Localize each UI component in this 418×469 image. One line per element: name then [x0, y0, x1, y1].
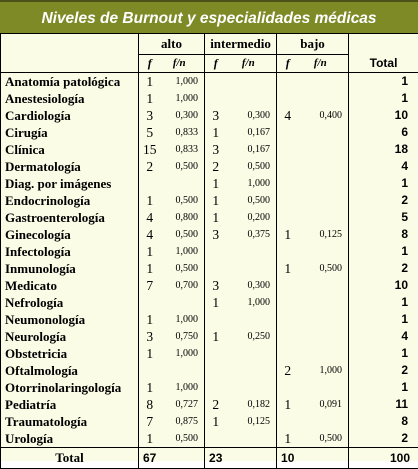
intermedio-fn: 1,000: [227, 175, 277, 192]
alto-fn: [161, 362, 205, 379]
table-row: [1, 124, 418, 141]
total-alto: 67: [139, 448, 205, 469]
row-total: 11: [349, 396, 418, 413]
alto-f: 3: [139, 328, 161, 345]
bajo-f: 2: [277, 362, 299, 379]
row-total: 2: [349, 430, 418, 448]
table-row: [1, 243, 418, 260]
group-intermedio: intermedio: [205, 34, 277, 55]
intermedio-fn: 0,300: [227, 277, 277, 294]
bajo-fn: [299, 90, 349, 107]
sub-bajo-f: f: [277, 55, 299, 73]
bajo-f: 1: [277, 226, 299, 243]
row-label: Pediatría: [1, 396, 139, 413]
table-row: [1, 107, 418, 124]
row-total: 18: [349, 141, 418, 158]
intermedio-fn: 0,200: [227, 209, 277, 226]
row-label: Oftalmología: [1, 362, 139, 379]
total-grand: 100: [349, 448, 418, 469]
intermedio-fn: 0,167: [227, 141, 277, 158]
table-row: [1, 294, 418, 311]
intermedio-fn: [227, 362, 277, 379]
bajo-fn: [299, 124, 349, 141]
alto-f: 7: [139, 413, 161, 430]
alto-fn: 0,833: [161, 141, 205, 158]
row-total: 1: [349, 175, 418, 192]
row-total: 1: [349, 345, 418, 362]
bajo-fn: [299, 277, 349, 294]
intermedio-fn: 0,500: [227, 192, 277, 209]
header-blank-total: [349, 34, 418, 55]
bajo-f: [277, 192, 299, 209]
alto-f: [139, 175, 161, 192]
row-total: 5: [349, 209, 418, 226]
table-row: [1, 362, 418, 379]
bajo-fn: [299, 192, 349, 209]
bajo-fn: 0,091: [299, 396, 349, 413]
alto-f: 15: [139, 141, 161, 158]
intermedio-f: [205, 90, 227, 107]
row-label: Medicato: [1, 277, 139, 294]
bajo-f: 1: [277, 396, 299, 413]
intermedio-fn: 0,250: [227, 328, 277, 345]
sub-header-row: [1, 55, 418, 73]
bajo-f: [277, 209, 299, 226]
row-label: Neurología: [1, 328, 139, 345]
intermedio-fn: 1,000: [227, 294, 277, 311]
row-label: Ginecología: [1, 226, 139, 243]
intermedio-fn: [227, 73, 277, 91]
table-row: [1, 328, 418, 345]
alto-fn: 0,500: [161, 430, 205, 448]
intermedio-fn: [227, 311, 277, 328]
table-row: [1, 141, 418, 158]
bajo-fn: 0,500: [299, 430, 349, 448]
row-total: 1: [349, 379, 418, 396]
group-bajo: bajo: [277, 34, 349, 55]
alto-f: 8: [139, 396, 161, 413]
alto-fn: [161, 175, 205, 192]
sub-blank: [1, 55, 139, 73]
bajo-fn: 0,500: [299, 260, 349, 277]
table-row: [1, 209, 418, 226]
bajo-f: [277, 379, 299, 396]
alto-f: [139, 294, 161, 311]
table-row: [1, 260, 418, 277]
alto-fn: 0,750: [161, 328, 205, 345]
alto-fn: 1,000: [161, 90, 205, 107]
intermedio-f: [205, 311, 227, 328]
row-total: 4: [349, 158, 418, 175]
row-label: Anatomía patológica: [1, 73, 139, 91]
group-alto: alto: [139, 34, 205, 55]
intermedio-fn: [227, 90, 277, 107]
bajo-fn: 1,000: [299, 362, 349, 379]
sub-alto-f: f: [139, 55, 161, 73]
row-label: Traumatología: [1, 413, 139, 430]
row-label: Clínica: [1, 141, 139, 158]
row-label: Otorrinolaringología: [1, 379, 139, 396]
row-total: 1: [349, 243, 418, 260]
row-label: Obstetricia: [1, 345, 139, 362]
table-row: [1, 192, 418, 209]
alto-f: 4: [139, 226, 161, 243]
bajo-f: [277, 294, 299, 311]
bajo-f: [277, 73, 299, 91]
row-total: 8: [349, 226, 418, 243]
alto-fn: 0,833: [161, 124, 205, 141]
row-total: 1: [349, 90, 418, 107]
intermedio-f: 2: [205, 396, 227, 413]
intermedio-f: 1: [205, 124, 227, 141]
alto-fn: 0,875: [161, 413, 205, 430]
intermedio-fn: [227, 260, 277, 277]
intermedio-f: 3: [205, 277, 227, 294]
intermedio-f: [205, 73, 227, 91]
sub-total: Total: [349, 55, 418, 73]
row-label: Gastroenterología: [1, 209, 139, 226]
table-row: [1, 158, 418, 175]
row-label: Dermatología: [1, 158, 139, 175]
table-row: [1, 396, 418, 413]
row-label: Cardiología: [1, 107, 139, 124]
intermedio-f: [205, 345, 227, 362]
row-total: 10: [349, 107, 418, 124]
intermedio-f: 3: [205, 141, 227, 158]
table-row: [1, 413, 418, 430]
alto-fn: 0,727: [161, 396, 205, 413]
total-row: [1, 448, 418, 469]
intermedio-fn: 0,300: [227, 107, 277, 124]
alto-f: 1: [139, 379, 161, 396]
bajo-fn: [299, 158, 349, 175]
alto-fn: 0,800: [161, 209, 205, 226]
alto-fn: 0,500: [161, 192, 205, 209]
table-row: [1, 73, 418, 91]
table-row: [1, 345, 418, 362]
bajo-fn: [299, 345, 349, 362]
intermedio-f: 1: [205, 294, 227, 311]
row-total: 2: [349, 260, 418, 277]
bajo-f: [277, 175, 299, 192]
group-header-row: [1, 34, 418, 55]
table-row: [1, 311, 418, 328]
row-total: 6: [349, 124, 418, 141]
intermedio-f: [205, 379, 227, 396]
bajo-f: [277, 277, 299, 294]
table-row: [1, 277, 418, 294]
row-total: 2: [349, 362, 418, 379]
intermedio-f: 1: [205, 209, 227, 226]
table-row: [1, 379, 418, 396]
alto-f: 1: [139, 345, 161, 362]
alto-f: 1: [139, 430, 161, 448]
row-total: 10: [349, 277, 418, 294]
sub-intermedio-fn: f/n: [227, 55, 277, 73]
sub-intermedio-f: f: [205, 55, 227, 73]
bajo-fn: [299, 413, 349, 430]
intermedio-f: [205, 243, 227, 260]
row-label: Neumonología: [1, 311, 139, 328]
row-label: Inmunología: [1, 260, 139, 277]
intermedio-fn: 0,167: [227, 124, 277, 141]
row-label: Diag. por imágenes: [1, 175, 139, 192]
row-total: 8: [349, 413, 418, 430]
bajo-f: [277, 345, 299, 362]
alto-f: 1: [139, 243, 161, 260]
alto-fn: 0,700: [161, 277, 205, 294]
row-total: 4: [349, 328, 418, 345]
table-title: Niveles de Burnout y especialidades médicas: [0, 0, 418, 33]
alto-fn: 1,000: [161, 379, 205, 396]
alto-fn: 0,500: [161, 158, 205, 175]
table-body: [1, 73, 418, 448]
bajo-fn: 0,400: [299, 107, 349, 124]
row-label: Nefrología: [1, 294, 139, 311]
alto-f: 7: [139, 277, 161, 294]
intermedio-f: 1: [205, 192, 227, 209]
alto-fn: 0,500: [161, 226, 205, 243]
sub-alto-fn: f/n: [161, 55, 205, 73]
bajo-f: 1: [277, 260, 299, 277]
intermedio-f: [205, 260, 227, 277]
bajo-f: [277, 124, 299, 141]
row-total: 1: [349, 73, 418, 91]
total-intermedio: 23: [205, 448, 277, 469]
intermedio-fn: [227, 345, 277, 362]
row-total: 1: [349, 311, 418, 328]
intermedio-f: 1: [205, 413, 227, 430]
alto-f: 1: [139, 73, 161, 91]
table-row: [1, 175, 418, 192]
intermedio-fn: [227, 430, 277, 448]
bajo-fn: [299, 243, 349, 260]
row-label: Infectología: [1, 243, 139, 260]
intermedio-fn: 0,125: [227, 413, 277, 430]
sub-bajo-fn: f/n: [299, 55, 349, 73]
bajo-fn: [299, 73, 349, 91]
intermedio-f: [205, 430, 227, 448]
bajo-f: 4: [277, 107, 299, 124]
alto-fn: [161, 294, 205, 311]
alto-fn: 0,500: [161, 260, 205, 277]
intermedio-f: [205, 362, 227, 379]
bajo-f: [277, 413, 299, 430]
bajo-fn: [299, 311, 349, 328]
table-row: [1, 226, 418, 243]
burnout-table: [0, 33, 418, 469]
table-row: [1, 90, 418, 107]
bajo-fn: [299, 328, 349, 345]
table-row: [1, 430, 418, 448]
row-label: Endocrinología: [1, 192, 139, 209]
bajo-f: 1: [277, 430, 299, 448]
bajo-fn: [299, 175, 349, 192]
alto-f: [139, 362, 161, 379]
bajo-fn: [299, 294, 349, 311]
alto-fn: 1,000: [161, 311, 205, 328]
bajo-fn: [299, 209, 349, 226]
row-label: Urología: [1, 430, 139, 448]
intermedio-f: 2: [205, 158, 227, 175]
intermedio-fn: 0,375: [227, 226, 277, 243]
alto-fn: 1,000: [161, 345, 205, 362]
alto-f: 5: [139, 124, 161, 141]
bajo-fn: [299, 379, 349, 396]
alto-fn: 1,000: [161, 243, 205, 260]
intermedio-fn: 0,182: [227, 396, 277, 413]
bajo-f: [277, 141, 299, 158]
intermedio-fn: 0,500: [227, 158, 277, 175]
bajo-fn: [299, 141, 349, 158]
alto-f: 1: [139, 90, 161, 107]
bajo-f: [277, 328, 299, 345]
intermedio-fn: [227, 243, 277, 260]
alto-f: 4: [139, 209, 161, 226]
total-label: Total: [1, 448, 139, 469]
total-bajo: 10: [277, 448, 349, 469]
row-total: 2: [349, 192, 418, 209]
bajo-f: [277, 311, 299, 328]
alto-fn: 1,000: [161, 73, 205, 91]
header-blank: [1, 34, 139, 55]
intermedio-f: 3: [205, 107, 227, 124]
intermedio-fn: [227, 379, 277, 396]
row-total: 1: [349, 294, 418, 311]
bajo-f: [277, 243, 299, 260]
bajo-f: [277, 158, 299, 175]
bajo-fn: 0,125: [299, 226, 349, 243]
alto-f: 1: [139, 192, 161, 209]
bajo-f: [277, 90, 299, 107]
intermedio-f: 1: [205, 328, 227, 345]
intermedio-f: 1: [205, 175, 227, 192]
alto-f: 2: [139, 158, 161, 175]
alto-fn: 0,300: [161, 107, 205, 124]
row-label: Anestesiología: [1, 90, 139, 107]
intermedio-f: 3: [205, 226, 227, 243]
alto-f: 1: [139, 260, 161, 277]
alto-f: 1: [139, 311, 161, 328]
row-label: Cirugía: [1, 124, 139, 141]
alto-f: 3: [139, 107, 161, 124]
